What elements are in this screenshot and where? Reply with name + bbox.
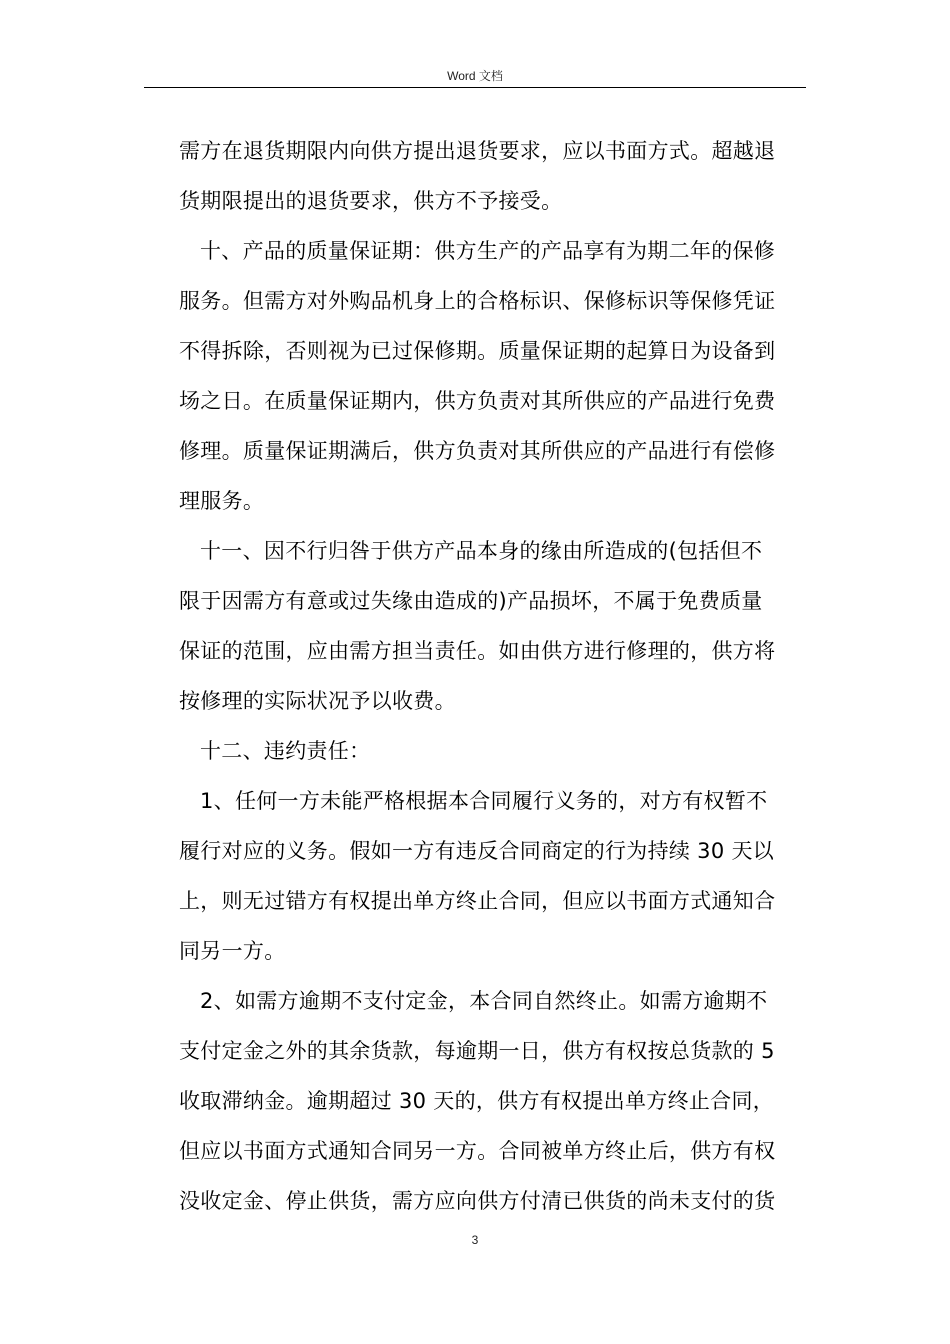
text-line: 没收定金、停止供货，需方应向供方付清已供货的尚未支付的货 — [179, 1189, 776, 1213]
text-line: 不得拆除，否则视为已过保修期。质量保证期的起算日为设备到 — [179, 339, 776, 363]
text-line: 支付定金之外的其余货款，每逾期一日，供方有权按总货款的 5 — [179, 1039, 775, 1063]
text-line: 十、产品的质量保证期：供方生产的产品享有为期二年的保修 — [200, 239, 776, 263]
text-line: 收取滞纳金。逾期超过 30 天的，供方有权提出单方终止合同， — [179, 1089, 775, 1113]
text-line: 场之日。在质量保证期内，供方负责对其所供应的产品进行免费 — [179, 389, 776, 413]
document-body — [179, 126, 809, 1226]
text-line: 理服务。 — [179, 489, 265, 513]
text-line: 货期限提出的退货要求，供方不予接受。 — [179, 189, 563, 213]
paragraph-clause-11 — [179, 526, 809, 726]
text-line: 按修理的实际状况予以收费。 — [179, 689, 456, 713]
text-line: 十一、因不行归咎于供方产品本身的缘由所造成的(包括但不 — [200, 539, 763, 563]
paragraph-clause-12-heading — [179, 726, 809, 776]
paragraph-item-2 — [179, 976, 809, 1226]
paragraph-item-1 — [179, 776, 809, 976]
text-line: 服务。但需方对外购品机身上的合格标识、保修标识等保修凭证 — [179, 289, 776, 313]
paragraph-return-request — [179, 126, 809, 226]
paragraph-clause-10 — [179, 226, 809, 526]
text-line: 但应以书面方式通知合同另一方。合同被单方终止后，供方有权 — [179, 1139, 776, 1163]
text-line: 1、任何一方未能严格根据本合同履行义务的，对方有权暂不 — [200, 789, 768, 813]
text-line: 修理。质量保证期满后，供方负责对其所供应的产品进行有偿修 — [179, 439, 776, 463]
text-line: 履行对应的义务。假如一方有违反合同商定的行为持续 30 天以 — [179, 839, 775, 863]
text-line: 保证的范围，应由需方担当责任。如由供方进行修理的，供方将 — [179, 639, 776, 663]
page-number: 3 — [471, 1233, 479, 1247]
page-header-title: Word 文档 — [447, 69, 503, 83]
text-line: 十二、违约责任： — [200, 739, 371, 763]
text-line: 同另一方。 — [179, 939, 286, 963]
text-line: 2、如需方逾期不支付定金，本合同自然终止。如需方逾期不 — [200, 989, 768, 1013]
text-line: 上，则无过错方有权提出单方终止合同，但应以书面方式通知合 — [179, 889, 776, 913]
header-divider — [144, 87, 806, 88]
text-line: 需方在退货期限内向供方提出退货要求，应以书面方式。超越退 — [179, 139, 776, 163]
text-line: 限于因需方有意或过失缘由造成的)产品损坏，不属于免费质量 — [179, 589, 763, 613]
